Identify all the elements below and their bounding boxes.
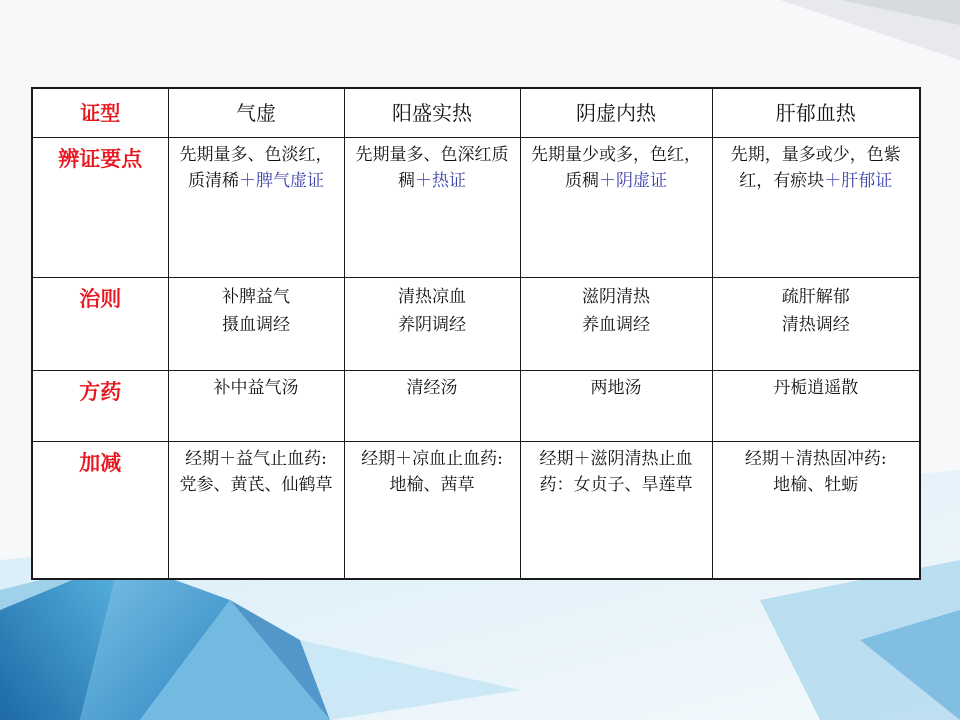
cell-line: 经期＋益气止血药: — [185, 448, 327, 469]
cell-highlight: ＋热证 — [415, 170, 466, 191]
column-header: 阴虚内热 — [520, 88, 712, 137]
cell-text: 先期量多、色深红质稠 — [355, 144, 509, 191]
table-cell — [712, 370, 920, 441]
table-cell — [344, 441, 520, 579]
cell-line: 经期＋滋阴清热止血药：女贞子、旱莲草 — [539, 448, 693, 495]
table-row — [32, 370, 920, 441]
cell-line: 疏肝解郁 — [781, 286, 850, 307]
table-cell — [344, 370, 520, 441]
table-row — [32, 277, 920, 370]
cell-line: 地榆、牡蛎 — [773, 474, 859, 495]
cell-text: 先期量多、色淡红，质清稀 — [179, 144, 333, 191]
cell-highlight: ＋脾气虚证 — [239, 170, 324, 191]
cell-line: 经期＋凉血止血药: — [361, 448, 503, 469]
cell-line: 党参、黄芪、仙鹤草 — [179, 474, 333, 495]
table-cell — [168, 277, 344, 370]
cell-line: 清经汤 — [406, 377, 458, 398]
syndrome-comparison-table — [31, 87, 919, 578]
cell-line: 经期＋清热固冲药: — [744, 448, 887, 469]
row-label: 治则 — [32, 277, 168, 370]
row-label: 加减 — [32, 441, 168, 579]
cell-line: 两地汤 — [590, 377, 642, 398]
cell-text: 先期，量多或少，色紫红，有瘀块 — [730, 144, 901, 191]
header-label: 证型 — [32, 88, 168, 137]
cell-text: 先期量少或多，色红，质稠 — [531, 144, 701, 191]
cell-highlight: ＋肝郁证 — [824, 170, 893, 191]
table-cell — [712, 277, 920, 370]
cell-line: 养血调经 — [582, 314, 650, 335]
cell-line: 清热调经 — [781, 314, 850, 335]
column-header: 阳盛实热 — [344, 88, 520, 137]
table-row — [32, 441, 920, 579]
table-cell — [520, 137, 712, 277]
table-row — [32, 137, 920, 277]
table-cell — [520, 370, 712, 441]
table-cell — [344, 137, 520, 277]
header-row — [32, 88, 920, 137]
cell-highlight: ＋阴虚证 — [599, 170, 667, 191]
row-label: 方药 — [32, 370, 168, 441]
column-header: 肝郁血热 — [712, 88, 920, 137]
cell-line: 补脾益气 — [222, 286, 290, 307]
table-cell — [344, 277, 520, 370]
table-cell — [712, 137, 920, 277]
table — [31, 87, 921, 580]
table-cell — [168, 137, 344, 277]
cell-line: 地榆、茜草 — [389, 474, 475, 495]
row-label: 辨证要点 — [32, 137, 168, 277]
table-cell — [168, 441, 344, 579]
cell-line: 养阴调经 — [398, 314, 466, 335]
cell-line: 清热凉血 — [398, 286, 466, 307]
column-header: 气虚 — [168, 88, 344, 137]
cell-line: 滋阴清热 — [582, 286, 650, 307]
cell-line: 补中益气汤 — [213, 377, 299, 398]
table-cell — [168, 370, 344, 441]
cell-line: 丹栀逍遥散 — [773, 377, 859, 398]
table-cell — [520, 277, 712, 370]
table-cell — [712, 441, 920, 579]
cell-line: 摄血调经 — [222, 314, 290, 335]
table-cell — [520, 441, 712, 579]
